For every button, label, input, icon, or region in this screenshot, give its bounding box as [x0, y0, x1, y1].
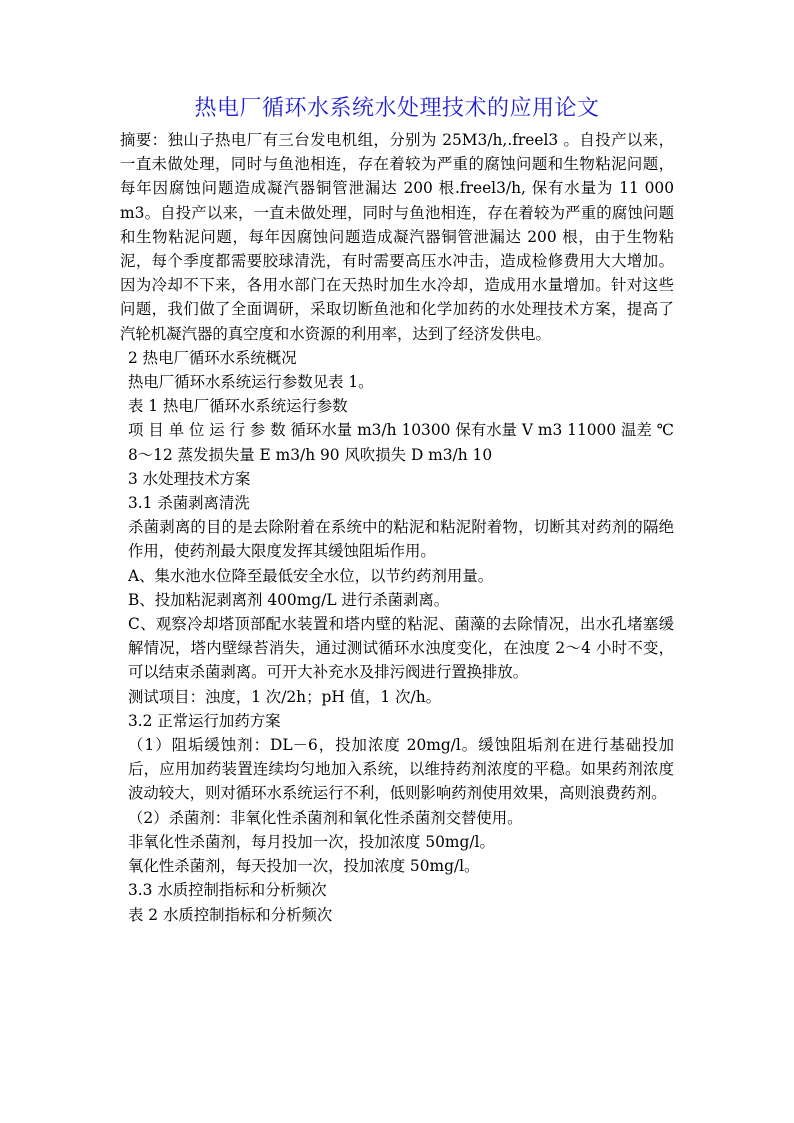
section-heading: 2 热电厂循环水系统概况: [128, 348, 297, 367]
section-heading: 3 水处理技术方案: [128, 469, 251, 488]
list-item: C、观察冷却塔顶部配水装置和塔内壁的粘泥、菌藻的去除情况，出水孔堵塞缓解情况，塔内壁绿苔消失，通过测试循环水浊度变化，在浊度 2～4 小时不变，可以结束杀菌剥离。可开大补充水及排污阀进行置换排放。: [128, 615, 674, 682]
list-item: B、投加粘泥剥离剂 400mg/L 进行杀菌剥离。: [128, 590, 450, 609]
paragraph: （2）杀菌剂：非氧化性杀菌剂和氧化性杀菌剂交替使用。: [128, 808, 523, 827]
paragraph: 杀菌剥离的目的是去除附着在系统中的粘泥和粘泥附着物，切断其对药剂的隔绝作用，使药剂最大限度发挥其缓蚀阻垢作用。: [128, 518, 674, 561]
subsection-heading: 3.3 水质控制指标和分析频次: [128, 881, 327, 900]
table-caption: 表 1 热电厂循环水系统运行参数: [128, 397, 348, 416]
subsection-heading: 3.2 正常运行加药方案: [128, 711, 281, 730]
paragraph: 氧化性杀菌剂，每天投加一次，投加浓度 50mg/l。: [128, 857, 480, 876]
abstract-paragraph: 摘要：独山子热电厂有三台发电机组，分别为 25M3/h,.freel3 。自投产以来，一直未做处理，同时与鱼池相连，存在着较为严重的腐蚀问题和生物粘泥问题，每年因腐蚀问题造成凝汽器铜管泄漏达 200 根.freel3/h, 保有水量为 11 000 m3。自投产以来，一直未做处理，同时与鱼池相连，存在着较为严重的腐蚀问题和生物粘泥问题，每年因腐蚀问题造成凝汽器铜管泄漏达 200 根，由于生物粘泥，每个季度都需要胶球清洗，有时需要高压水冲击，造成检修费用大大增加。因为冷却不下来，各用水部门在天热时加生水冷却，造成用水量增加。针对这些问题，我们做了全面调研，采取切断鱼池和化学加药的水处理技术方案，提高了汽轮机凝汽器的真空度和水资源的利用率，达到了经济发供电。: [120, 131, 674, 343]
paragraph: 测试项目：浊度，1 次/2h；pH 值，1 次/h。: [128, 687, 441, 706]
paragraph: 非氧化性杀菌剂，每月投加一次，投加浓度 50mg/l。: [128, 832, 495, 851]
table-caption: 表 2 水质控制指标和分析频次: [128, 905, 333, 924]
document-body: [120, 128, 674, 927]
document-title: 热电厂循环水系统水处理技术的应用论文: [194, 96, 600, 121]
paragraph: （1）阻垢缓蚀剂：DL－6，投加浓度 20mg/l。缓蚀阻垢剂在进行基础投加后，应用加药装置连续均匀地加入系统，以维持药剂浓度的平稳。如果药剂浓度波动较大，则对循环水系统运行不利，低则影响药剂使用效果，高则浪费药剂。: [128, 736, 674, 803]
list-item: A、集水池水位降至最低安全水位，以节约药剂用量。: [128, 566, 494, 585]
paragraph: 热电厂循环水系统运行参数见表 1。: [128, 373, 374, 392]
subsection-heading: 3.1 杀菌剥离清洗: [128, 494, 250, 513]
table-content: 项 目 单 位 运 行 参 数 循环水量 m3/h 10300 保有水量 V m3 11000 温差 ℃ 8～12 蒸发损失量 E m3/h 90 风吹损失 D m3/h 10: [128, 421, 674, 464]
